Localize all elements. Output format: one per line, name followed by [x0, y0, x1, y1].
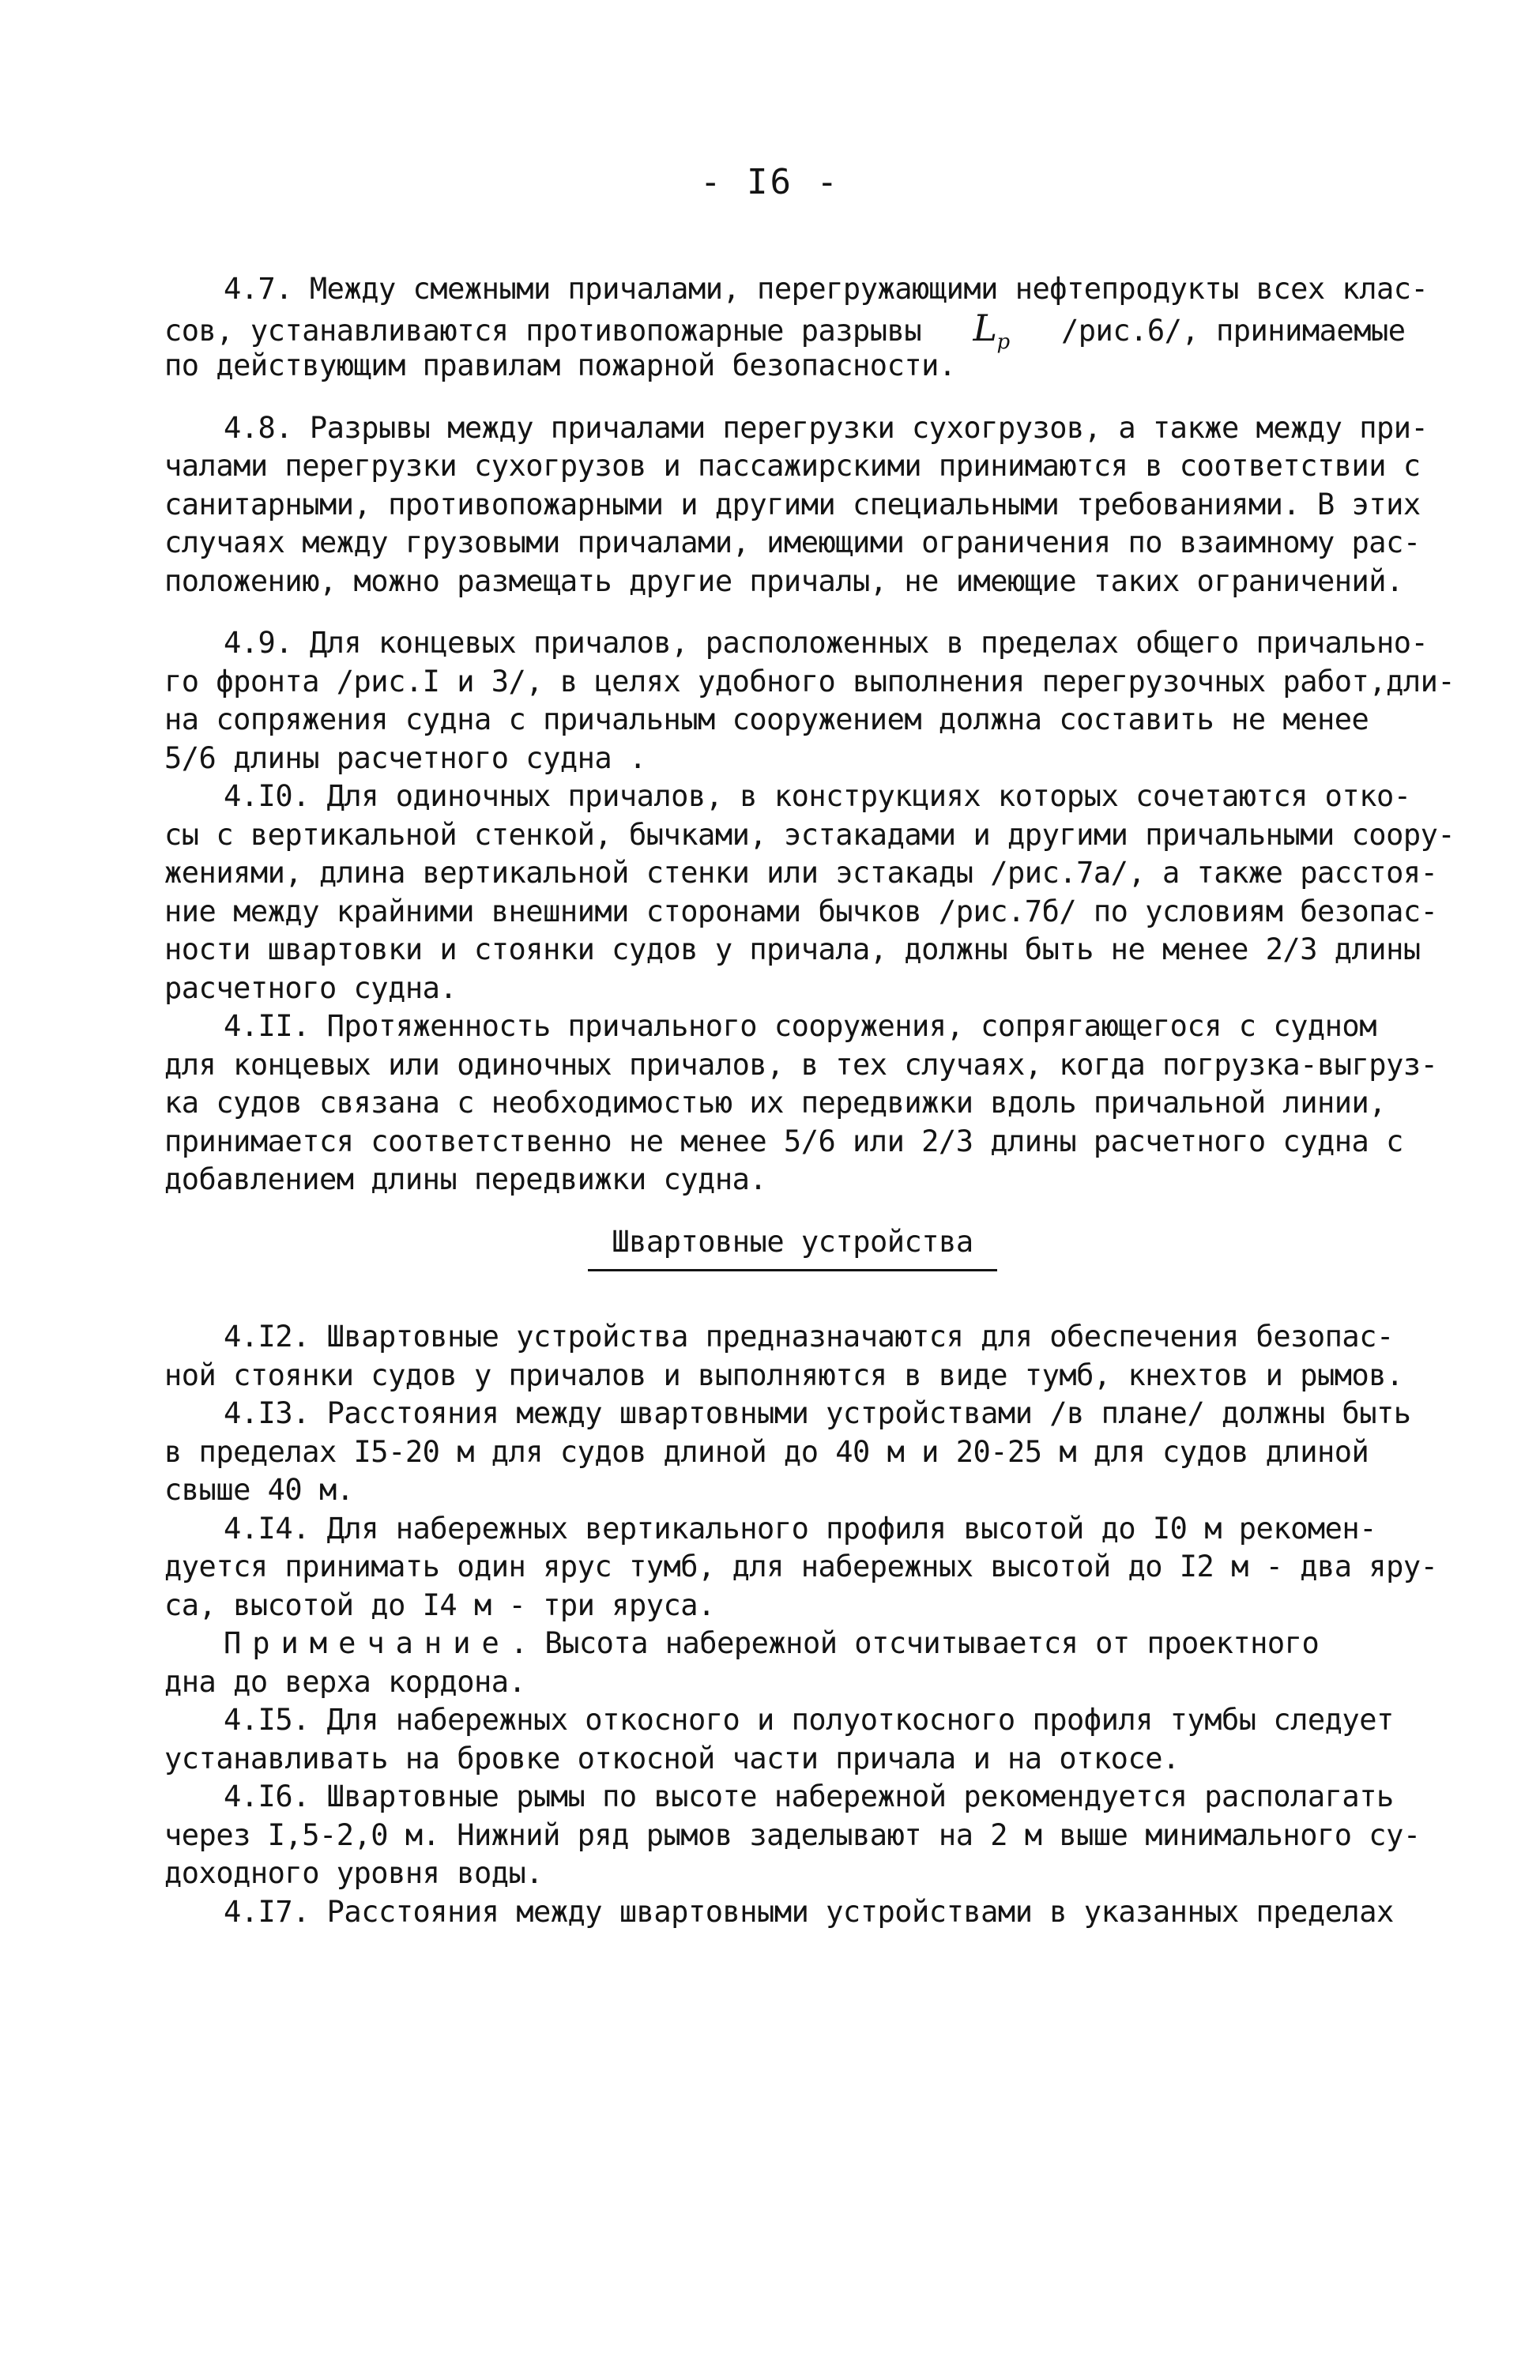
text-line: дуется принимать один ярус тумб, для набережных высотой до I2 м - два яру-: [164, 1550, 1438, 1584]
text-line: положению, можно размещать другие причалы, не имеющие таких ограничений.: [164, 563, 1403, 598]
section-heading-text: Швартовные устройства: [588, 1223, 996, 1272]
text-line: устанавливать на бровке откосной части причала и на откосе.: [164, 1741, 1180, 1776]
text-line: ности швартовки и стоянки судов у причала, должны быть не менее 2/3 длины: [164, 932, 1421, 966]
text-line: на сопряжения судна с причальным сооружением должна составить не менее: [164, 702, 1369, 736]
text-line: дна до верха кордона.: [164, 1664, 526, 1699]
text-line: 4.I5. Для набережных откосного и полуоткосного профиля тумбы следует: [224, 1703, 1394, 1737]
section-heading: [164, 1223, 1397, 1262]
paragraph-4-8: [164, 409, 1429, 601]
text-line: 4.I4. Для набережных вертикального профиля высотой до I0 м рекомен-: [224, 1511, 1376, 1546]
text-line: ка судов связана с необходимостью их передвижки вдоль причальной линии,: [164, 1086, 1387, 1120]
paragraph-4-9: [164, 624, 1455, 778]
document-body: [164, 270, 1455, 1931]
text-line: [164, 1625, 1397, 1663]
text-line: свыше 40 м.: [164, 1473, 354, 1507]
paragraph-4-10: [164, 778, 1455, 1007]
text-line: расчетного судна.: [164, 970, 457, 1005]
paragraph-4-13: [164, 1395, 1411, 1510]
text-line: жениями, длина вертикальной стенки или эстакады /рис.7а/, а также расстоя-: [164, 856, 1438, 890]
text-line: принимается соответственно не менее 5/6 или 2/3 длины расчетного судна с: [164, 1124, 1403, 1158]
text-line: 4.8. Разрывы между причалами перегрузки сухогрузов, а также между при-: [224, 410, 1429, 445]
text-line: ние между крайними внешними сторонами бычков /рис.7б/ по условиям безопас-: [164, 894, 1438, 928]
text-line: добавлением длины передвижки судна.: [164, 1162, 767, 1196]
text-line: 4.I0. Для одиночных причалов, в конструкциях которых сочетаются отко-: [224, 779, 1411, 813]
text-line: доходного уровня воды.: [164, 1856, 544, 1890]
formula-lp: [973, 306, 1010, 354]
paragraph-4-12: [164, 1318, 1403, 1395]
text-line: по действующим правилам пожарной безопасности.: [164, 348, 956, 382]
text-line: санитарными, противопожарными и другими специальными требованиями. В этих: [164, 487, 1421, 522]
text-line: через I,5-2,0 м. Нижний ряд рымов заделывают на 2 м выше минимального су-: [164, 1817, 1421, 1852]
text-line: случаях между грузовыми причалами, имеющими ограничения по взаимному рас-: [164, 525, 1421, 559]
text-line: ной стоянки судов у причалов и выполняются в виде тумб, кнехтов и рымов.: [164, 1358, 1403, 1392]
text-line: 4.I3. Расстояния между швартовными устройствами /в плане/ должны быть: [224, 1396, 1411, 1430]
text-line: 4.9. Для концевых причалов, расположенных в пределах общего причально-: [224, 626, 1429, 660]
page-number: - I6 -: [700, 162, 840, 202]
text-fragment: /рис.6/, принимаемые: [1061, 313, 1406, 348]
note-label: Примечание: [224, 1626, 510, 1660]
note: [164, 1625, 1397, 1701]
text-line: в пределах I5-20 м для судов длиной до 40 м и 20-25 м для судов длиной: [164, 1434, 1369, 1469]
paragraph-4-15: [164, 1701, 1397, 1778]
text-line: 4.I2. Швартовные устройства предназначаются для обеспечения безопас-: [224, 1320, 1394, 1354]
text-line: сы с вертикальной стенкой, бычками, эстакадами и другими причальными соору-: [164, 817, 1455, 852]
text-fragment: сов, устанавливаются противопожарные разрывы: [164, 313, 922, 348]
text-line: 5/6 длины расчетного судна .: [164, 740, 646, 775]
text-line: 4.II. Протяженность причального сооружения, сопрягающегося с судном: [224, 1009, 1376, 1043]
paragraph-4-16: [164, 1778, 1421, 1893]
text-line: 4.I6. Швартовные рымы по высоте набережной рекомендуется располагать: [224, 1779, 1394, 1813]
paragraph-4-17: [164, 1893, 1397, 1932]
text-line: чалами перегрузки сухогрузов и пассажирскими принимаются в соответствии с: [164, 449, 1421, 483]
paragraph-4-11: [164, 1007, 1438, 1199]
text-line: [164, 306, 1406, 354]
text-line: са, высотой до I4 м - три яруса.: [164, 1587, 715, 1622]
paragraph-4-7: [164, 270, 1429, 386]
paragraph-4-14: [164, 1510, 1438, 1625]
text-line: го фронта /рис.I и 3/, в целях удобного выполнения перегрузочных работ,дли-: [164, 664, 1455, 699]
formula-subscript: p: [996, 330, 1010, 354]
text-line: 4.7. Между смежными причалами, перегружающими нефтепродукты всех клас-: [224, 272, 1429, 306]
text-line: 4.I7. Расстояния между швартовными устройствами в указанных пределах: [224, 1894, 1394, 1929]
text-line: для концевых или одиночных причалов, в тех случаях, когда погрузка-выгруз-: [164, 1047, 1438, 1082]
note-text: . Высота набережной отсчитывается от проектного: [510, 1626, 1320, 1660]
formula-main: L: [973, 306, 997, 349]
